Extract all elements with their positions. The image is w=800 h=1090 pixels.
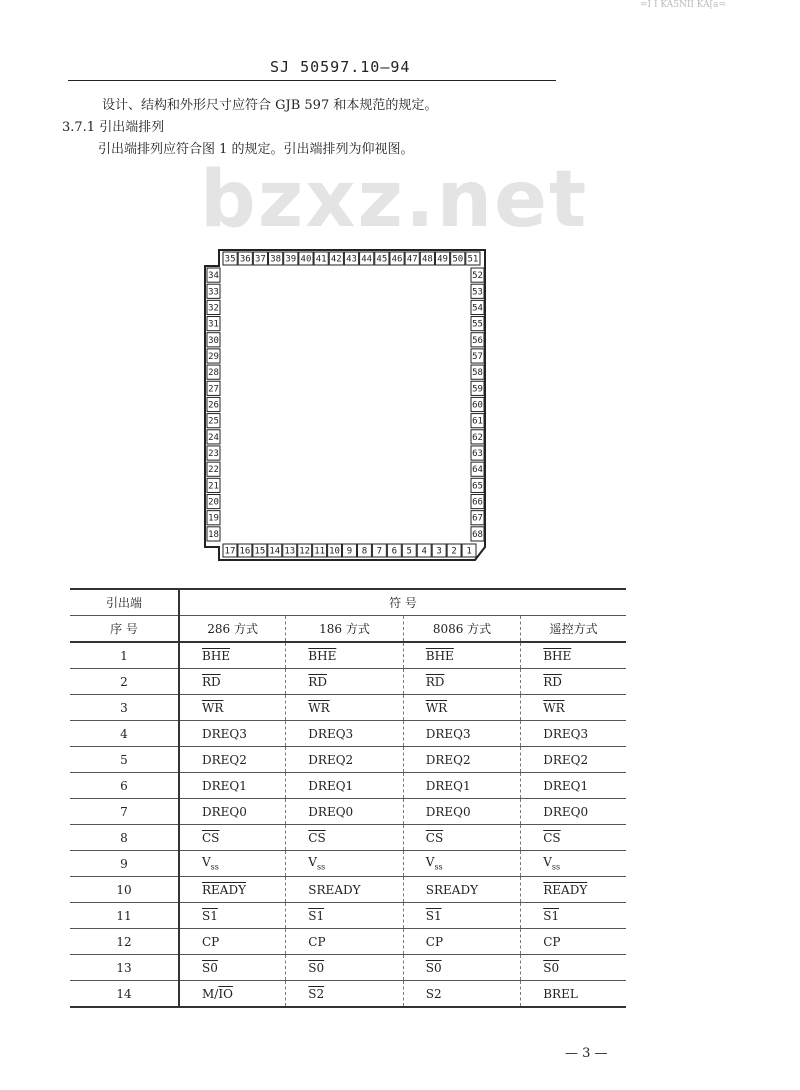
pin xyxy=(207,414,220,428)
signal-cell xyxy=(179,695,286,721)
pin-number: 1 xyxy=(70,642,179,669)
pin-label: 64 xyxy=(472,465,483,476)
pin-label: 14 xyxy=(269,546,281,557)
signal-active-low: S0 xyxy=(425,960,442,975)
signal-text: DREQ0 xyxy=(543,804,589,819)
signal-cell xyxy=(521,825,626,851)
table-row xyxy=(70,721,626,747)
signal-text: V xyxy=(543,855,552,870)
pin-label: 45 xyxy=(376,254,388,265)
signal-cell xyxy=(521,721,626,747)
signal-active-low: $\overline{BHE}$ xyxy=(202,648,231,663)
pin xyxy=(329,252,343,265)
signal-cell xyxy=(286,955,403,981)
pin-label: 36 xyxy=(239,254,251,265)
signal-text: DREQ0 xyxy=(425,804,471,819)
signal-cell xyxy=(521,981,626,1008)
signal-text: V xyxy=(202,855,211,870)
signal-text: ss xyxy=(434,862,443,872)
pin xyxy=(471,381,484,395)
pin-label: 38 xyxy=(270,254,282,265)
signal-cell xyxy=(403,825,520,851)
pin-label: 3 xyxy=(436,546,442,557)
pin-label: 6 xyxy=(391,546,398,557)
signal-text: DREQ3 xyxy=(425,726,471,741)
signal-cell xyxy=(521,669,626,695)
pin-label: 66 xyxy=(472,497,483,508)
pin xyxy=(253,544,267,557)
table-row xyxy=(70,877,626,903)
pin-arrangement-diagram xyxy=(195,242,495,567)
pin-number: 14 xyxy=(70,981,179,1008)
pin xyxy=(405,252,419,265)
pin-label: 50 xyxy=(452,254,464,265)
table-row xyxy=(70,955,626,981)
pin-label: 55 xyxy=(472,319,483,330)
pin xyxy=(238,252,252,265)
signal-cell xyxy=(286,903,403,929)
signal-cell xyxy=(403,642,520,669)
pin-number: 11 xyxy=(70,903,179,929)
signal-active-low: S1 xyxy=(308,908,325,923)
pin-label: 40 xyxy=(300,254,312,265)
pin xyxy=(207,317,220,331)
signal-cell xyxy=(286,721,403,747)
pin-label: 5 xyxy=(406,546,412,557)
pin xyxy=(298,544,312,557)
pin xyxy=(390,252,404,265)
signal-text: DREQ3 xyxy=(202,726,247,741)
pin xyxy=(471,300,484,314)
col-header-286: 286 方式 xyxy=(179,616,286,643)
pin-label: 8 xyxy=(361,546,368,557)
pin-label: 12 xyxy=(299,546,311,557)
pin xyxy=(471,365,484,379)
signal-cell xyxy=(403,773,520,799)
table-row xyxy=(70,747,626,773)
pin xyxy=(328,544,342,557)
section-heading: 3.7.1 引出端排列 xyxy=(62,120,165,135)
pin xyxy=(471,494,484,508)
pin-label: 30 xyxy=(208,335,219,346)
signal-text: CP xyxy=(308,934,326,949)
pin-label: 42 xyxy=(330,254,342,265)
pin xyxy=(207,349,220,363)
signal-text: DREQ1 xyxy=(543,778,589,793)
pin-number: 3 xyxy=(70,695,179,721)
signal-active-low: $\overline{CS}$ xyxy=(308,830,326,845)
pin xyxy=(435,252,449,265)
signal-cell xyxy=(286,877,403,903)
pin-label: 53 xyxy=(472,287,483,298)
pin-label: 68 xyxy=(472,529,483,540)
table-row xyxy=(70,773,626,799)
signal-cell xyxy=(286,695,403,721)
col-header-186: 186 方式 xyxy=(286,616,403,643)
pin-label: 24 xyxy=(208,432,219,443)
signal-text: CP xyxy=(543,934,561,949)
pin-number: 5 xyxy=(70,747,179,773)
pin-label: 13 xyxy=(284,546,296,557)
pin xyxy=(375,252,389,265)
signal-cell xyxy=(286,799,403,825)
pin-label: 63 xyxy=(472,449,483,460)
pin-label: 34 xyxy=(208,271,219,282)
pin-label: 15 xyxy=(254,546,266,557)
header-rule xyxy=(68,80,556,81)
pin-label: 67 xyxy=(472,513,483,524)
pin-label: 28 xyxy=(208,368,219,379)
signal-text: DREQ1 xyxy=(308,778,354,793)
page-number: — 3 — xyxy=(565,1046,608,1061)
signal-text: DREQ2 xyxy=(543,752,589,767)
pin-label: 9 xyxy=(346,546,353,557)
signal-text: ss xyxy=(316,862,326,872)
signal-cell xyxy=(521,642,626,669)
signal-cell xyxy=(403,929,520,955)
signal-text: CP xyxy=(202,934,220,949)
pin-label: 21 xyxy=(208,481,219,492)
pin xyxy=(207,397,220,411)
signal-cell xyxy=(286,851,403,877)
signal-text: DREQ0 xyxy=(202,804,247,819)
chip-outline xyxy=(205,250,485,560)
table-row xyxy=(70,981,626,1008)
signal-active-low: S1 xyxy=(543,908,560,923)
signal-text: BREL xyxy=(543,986,578,1001)
pin-label: 1 xyxy=(466,546,472,557)
pin xyxy=(268,544,282,557)
pin-number: 8 xyxy=(70,825,179,851)
pin xyxy=(313,544,327,557)
pin xyxy=(471,397,484,411)
pin-number: 9 xyxy=(70,851,179,877)
pin-label: 43 xyxy=(346,254,357,265)
signal-active-low: S0 xyxy=(543,960,560,975)
table-row xyxy=(70,851,626,877)
pin xyxy=(471,478,484,492)
signal-cell xyxy=(179,721,286,747)
pin-label: 32 xyxy=(208,303,219,314)
pin xyxy=(223,252,237,265)
pin xyxy=(471,430,484,444)
group-header-symbol: 符 号 xyxy=(179,589,626,616)
pin xyxy=(223,544,237,557)
pin xyxy=(466,252,480,265)
corner-mark: =I I KA5NII KA[a= xyxy=(640,0,727,10)
signal-cell xyxy=(403,955,520,981)
signal-cell xyxy=(521,851,626,877)
pin-number: 6 xyxy=(70,773,179,799)
pin xyxy=(387,544,401,557)
pin xyxy=(238,544,252,557)
signal-cell xyxy=(179,825,286,851)
table-row xyxy=(70,825,626,851)
col-header-8086: 8086 方式 xyxy=(403,616,520,643)
pin-label: 54 xyxy=(472,303,483,314)
pin xyxy=(420,252,434,265)
signal-cell xyxy=(521,695,626,721)
signal-cell xyxy=(286,773,403,799)
pin xyxy=(207,478,220,492)
pin-label: 29 xyxy=(208,351,219,362)
pin-number: 2 xyxy=(70,669,179,695)
signal-active-low: $\overline{WR}$ xyxy=(543,700,565,715)
pin xyxy=(207,381,220,395)
signal-text: ss xyxy=(210,862,219,872)
signal-active-low: S2 xyxy=(308,986,325,1001)
pin xyxy=(207,462,220,476)
signal-text: DREQ2 xyxy=(308,752,354,767)
pin-label: 48 xyxy=(421,254,433,265)
signal-cell xyxy=(286,825,403,851)
signal-text: V xyxy=(425,855,435,870)
signal-text: DREQ2 xyxy=(202,752,247,767)
pin-label: 58 xyxy=(472,368,483,379)
signal-active-low: $\overline{BHE}$ xyxy=(425,648,454,663)
signal-cell xyxy=(179,669,286,695)
pin xyxy=(471,349,484,363)
signal-active-low: $\overline{RD}$ xyxy=(543,674,562,689)
signal-active-low: $\overline{RD}$ xyxy=(308,674,327,689)
signal-cell xyxy=(403,903,520,929)
col-header-pin-number-2: 序 号 xyxy=(70,616,179,643)
pin-label: 27 xyxy=(208,384,219,395)
pin xyxy=(207,268,220,282)
signal-cell xyxy=(403,669,520,695)
pin xyxy=(253,252,267,265)
signal-cell xyxy=(179,642,286,669)
signal-cell xyxy=(403,747,520,773)
signal-cell xyxy=(521,747,626,773)
pin xyxy=(207,300,220,314)
pin xyxy=(471,333,484,347)
pin-label: 61 xyxy=(472,416,483,427)
pin xyxy=(344,252,358,265)
table-row xyxy=(70,903,626,929)
signal-cell xyxy=(403,877,520,903)
pin-label: 44 xyxy=(361,254,373,265)
pin-label: 60 xyxy=(472,400,483,411)
pin xyxy=(207,430,220,444)
signal-text: V xyxy=(308,855,317,870)
signal-active-low: $\overline{WR}$ xyxy=(308,700,330,715)
signal-active-low: $\overline{BHE}$ xyxy=(543,648,572,663)
pin-label: 52 xyxy=(472,271,483,282)
pin xyxy=(207,446,220,460)
pin xyxy=(471,268,484,282)
pin xyxy=(207,511,220,525)
pin-label: 41 xyxy=(315,254,327,265)
pin-label: 35 xyxy=(224,254,236,265)
signal-active-low: S1 xyxy=(202,908,218,923)
pin-number: 10 xyxy=(70,877,179,903)
watermark: bzxz.net xyxy=(200,155,589,245)
signal-text: DREQ3 xyxy=(308,726,354,741)
signal-cell xyxy=(403,981,520,1008)
signal-active-low: S0 xyxy=(308,960,325,975)
signal-active-low: READY xyxy=(543,882,588,897)
pin xyxy=(402,544,416,557)
document-id: SJ 50597.10—94 xyxy=(270,58,411,76)
pin xyxy=(299,252,313,265)
col-header-remote: 遥控方式 xyxy=(521,616,626,643)
pin-label: 33 xyxy=(208,287,219,298)
signal-cell xyxy=(521,877,626,903)
pin xyxy=(283,544,297,557)
pin-label: 39 xyxy=(285,254,297,265)
pin xyxy=(357,544,371,557)
table-row xyxy=(70,799,626,825)
pin xyxy=(471,511,484,525)
signal-cell xyxy=(179,747,286,773)
signal-cell xyxy=(286,747,403,773)
signal-text: ss xyxy=(551,862,561,872)
signal-active-low: S0 xyxy=(202,960,218,975)
pin xyxy=(471,284,484,298)
signal-cell xyxy=(286,981,403,1008)
pin-label: 65 xyxy=(472,481,483,492)
pin xyxy=(269,252,283,265)
col-header-pin-number: 引出端 xyxy=(70,589,179,616)
signal-active-low: $\overline{CS}$ xyxy=(425,830,444,845)
signal-text: DREQ3 xyxy=(543,726,589,741)
signal-cell xyxy=(179,799,286,825)
signal-cell xyxy=(286,929,403,955)
pin-label: 19 xyxy=(208,513,219,524)
pin xyxy=(462,544,476,557)
table-row xyxy=(70,642,626,669)
pin-label: 18 xyxy=(208,529,219,540)
signal-cell xyxy=(179,903,286,929)
table-row xyxy=(70,929,626,955)
pin-label: 7 xyxy=(376,546,383,557)
pin xyxy=(471,527,484,541)
signal-text: S2 xyxy=(425,986,442,1001)
pin-number: 12 xyxy=(70,929,179,955)
pin xyxy=(451,252,465,265)
signal-active-low: $\overline{WR}$ xyxy=(202,700,224,715)
pin xyxy=(207,494,220,508)
pin-label: 49 xyxy=(437,254,448,265)
pin-label: 59 xyxy=(472,384,483,395)
pin xyxy=(432,544,446,557)
pin xyxy=(314,252,328,265)
pin-label: 20 xyxy=(208,497,219,508)
pin xyxy=(417,544,431,557)
signal-cell xyxy=(521,903,626,929)
pin-table xyxy=(70,588,626,1008)
signal-active-low: $\overline{CS}$ xyxy=(202,830,220,845)
pin-label: 16 xyxy=(239,546,251,557)
pin xyxy=(471,446,484,460)
pin-number: 4 xyxy=(70,721,179,747)
body-paragraph: 引出端排列应符合图 1 的规定。引出端排列为仰视图。 xyxy=(98,142,414,157)
signal-text: DREQ1 xyxy=(202,778,247,793)
pin-label: 23 xyxy=(208,449,219,460)
signal-cell xyxy=(286,669,403,695)
pin-label: 26 xyxy=(208,400,219,411)
signal-text: DREQ0 xyxy=(308,804,354,819)
pin xyxy=(360,252,374,265)
pin-label: 11 xyxy=(314,546,326,557)
pin xyxy=(207,527,220,541)
pin-label: 56 xyxy=(472,335,483,346)
table-row xyxy=(70,695,626,721)
signal-cell xyxy=(179,981,286,1008)
pin xyxy=(207,284,220,298)
signal-text: SREADY xyxy=(308,882,361,897)
signal-cell xyxy=(403,721,520,747)
pin-label: 57 xyxy=(472,351,483,362)
pin xyxy=(343,544,357,557)
signal-cell xyxy=(179,773,286,799)
signal-cell xyxy=(179,955,286,981)
pin xyxy=(471,414,484,428)
pin-label: 47 xyxy=(406,254,418,265)
signal-cell xyxy=(179,877,286,903)
pin-number: 7 xyxy=(70,799,179,825)
signal-active-low: $\overline{RD}$ xyxy=(202,674,221,689)
pin xyxy=(207,365,220,379)
pin-label: 37 xyxy=(255,254,266,265)
signal-cell xyxy=(521,799,626,825)
pin-label: 4 xyxy=(421,546,427,557)
signal-cell xyxy=(521,929,626,955)
signal-cell xyxy=(403,799,520,825)
pin-label: 17 xyxy=(224,546,236,557)
pin-label: 2 xyxy=(451,546,457,557)
signal-cell xyxy=(286,642,403,669)
pin xyxy=(284,252,298,265)
pin xyxy=(471,462,484,476)
signal-text: DREQ1 xyxy=(425,778,471,793)
signal-active-low: S1 xyxy=(425,908,442,923)
pin-label: 10 xyxy=(329,546,340,557)
body-paragraph: 设计、结构和外形尺寸应符合 GJB 597 和本规范的规定。 xyxy=(102,98,438,113)
pin xyxy=(207,333,220,347)
signal-active-low: $\overline{RD}$ xyxy=(425,674,445,689)
signal-text: M/ xyxy=(202,986,219,1001)
signal-cell xyxy=(403,695,520,721)
pin-label: 51 xyxy=(467,254,479,265)
signal-cell xyxy=(403,851,520,877)
pin-label: 46 xyxy=(391,254,403,265)
signal-active-low: $\overline{WR}$ xyxy=(425,700,448,715)
signal-active-low: READY xyxy=(202,882,247,897)
pin-label: 31 xyxy=(208,319,219,330)
pin-label: 25 xyxy=(208,416,219,427)
signal-active-low: $\overline{BHE}$ xyxy=(308,648,337,663)
pin-number: 13 xyxy=(70,955,179,981)
pin-label: 22 xyxy=(208,465,219,476)
signal-text: DREQ2 xyxy=(425,752,471,767)
signal-cell xyxy=(179,929,286,955)
signal-active-low: $\overline{CS}$ xyxy=(543,830,561,845)
pin xyxy=(372,544,386,557)
pin xyxy=(447,544,461,557)
signal-cell xyxy=(521,773,626,799)
table-row xyxy=(70,669,626,695)
pin-label: 62 xyxy=(472,432,483,443)
signal-cell xyxy=(179,851,286,877)
signal-cell xyxy=(521,955,626,981)
pin xyxy=(471,317,484,331)
signal-active-low: $\overline{IO}$ xyxy=(218,986,233,1001)
signal-text: CP xyxy=(425,934,444,949)
signal-text: SREADY xyxy=(425,882,478,897)
